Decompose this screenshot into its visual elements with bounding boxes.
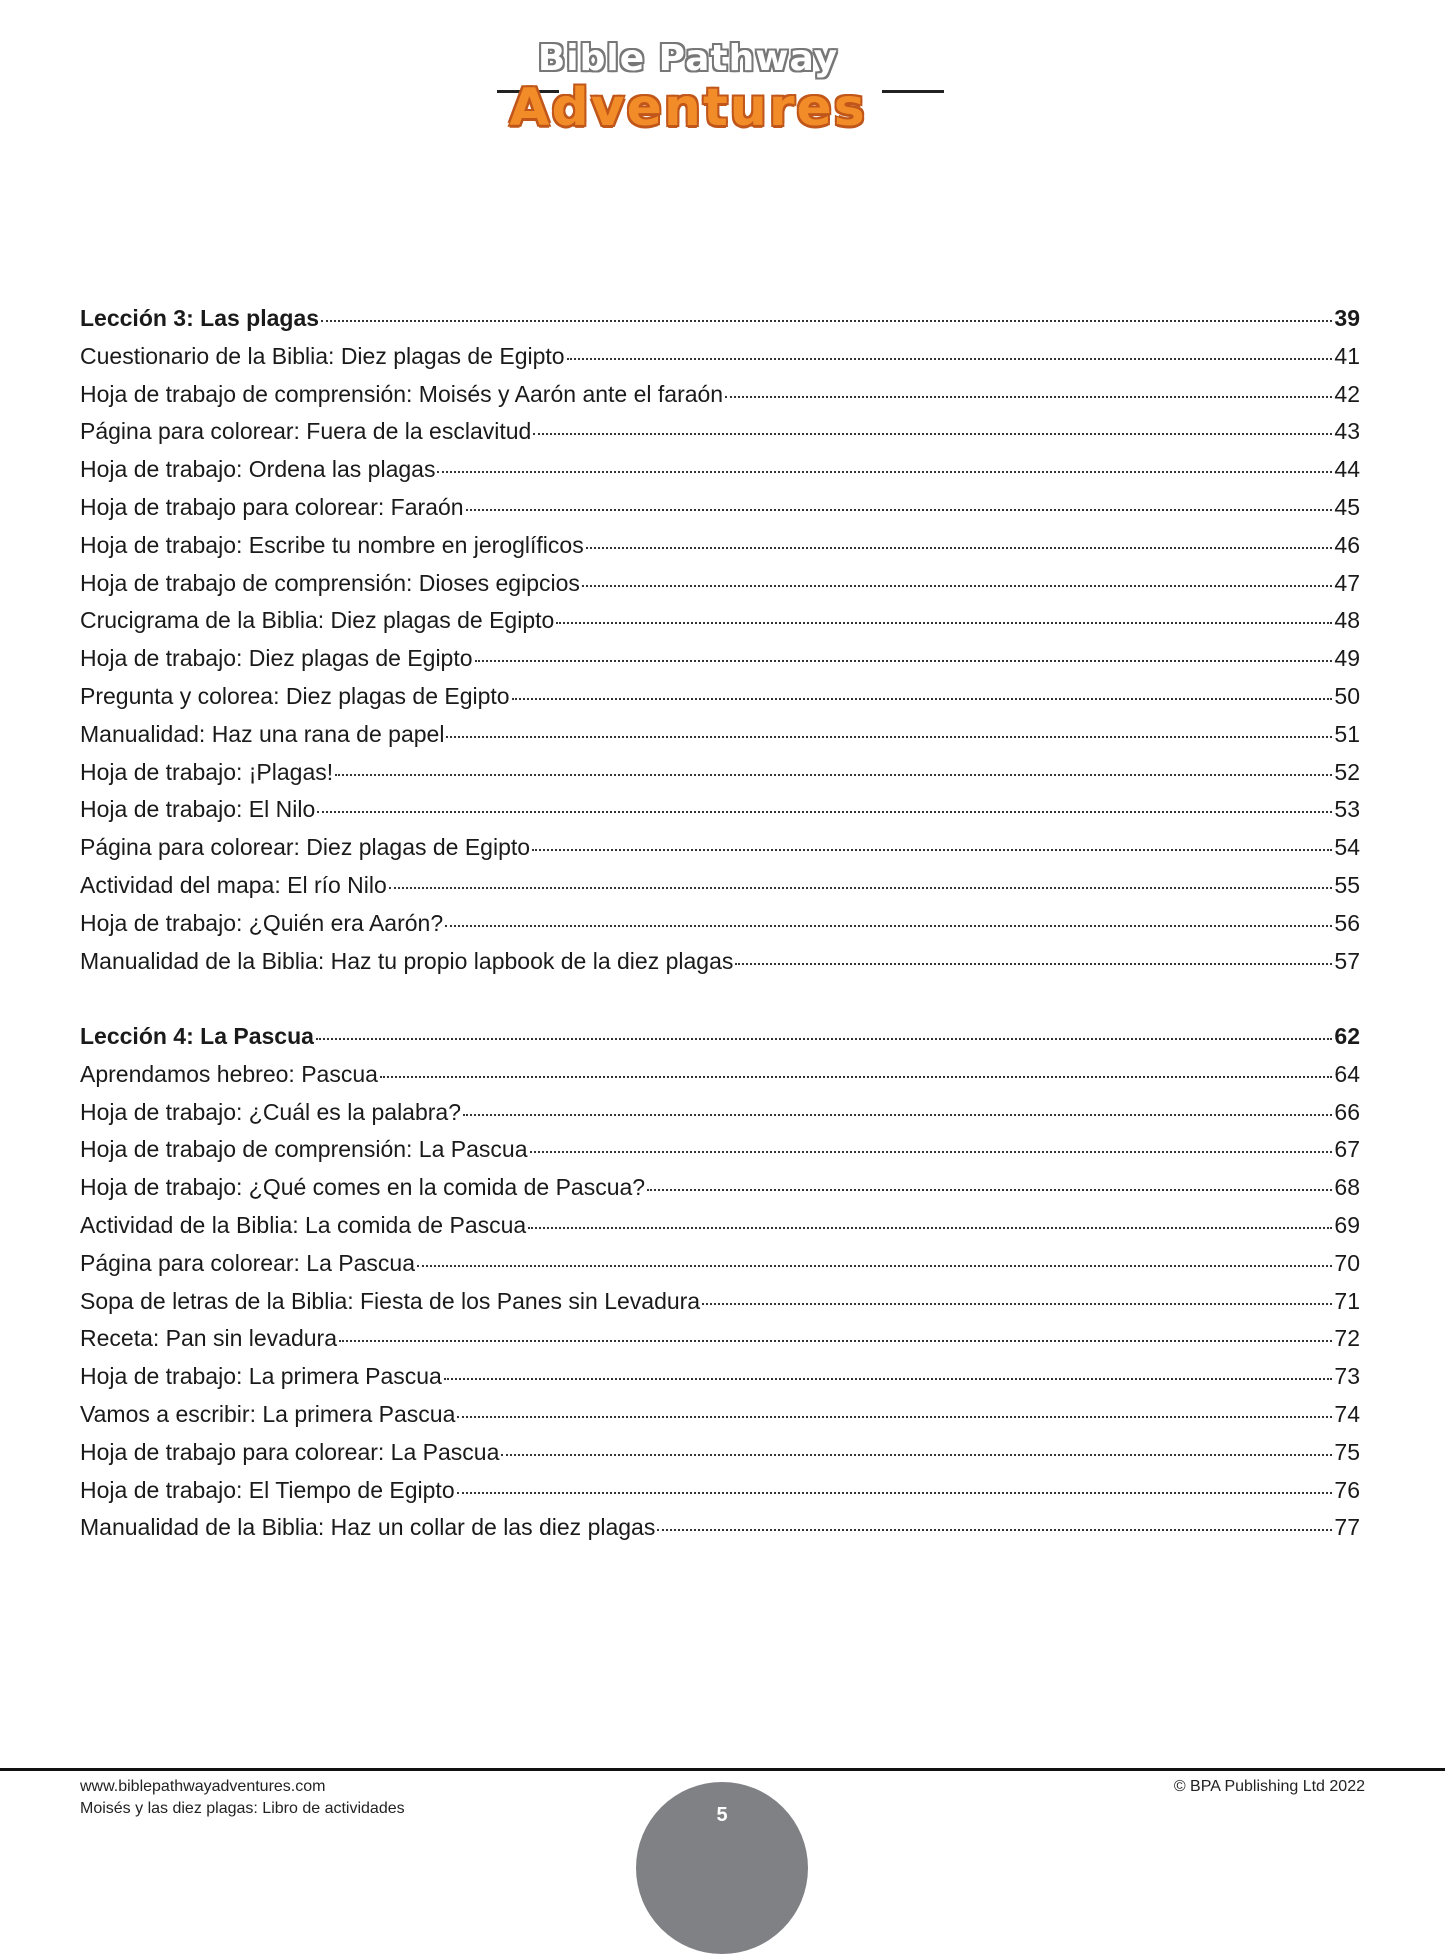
toc-item-title: Pregunta y colorea: Diez plagas de Egipto (80, 682, 510, 709)
dot-leader (528, 1226, 1332, 1229)
toc-item-page: 45 (1334, 493, 1360, 520)
toc-item-title: Hoja de trabajo de comprensión: Moisés y Aarón ante el faraón (80, 380, 724, 407)
toc-item-page: 55 (1334, 871, 1360, 898)
toc-item-title: Hoja de trabajo: Ordena las plagas (80, 456, 436, 483)
dot-leader (725, 395, 1332, 398)
toc-item-page: 49 (1334, 645, 1360, 672)
toc-item-title: Hoja de trabajo: ¿Quién era Aarón? (80, 909, 444, 936)
toc-item-page: 52 (1334, 758, 1360, 785)
dot-leader (339, 1339, 1332, 1342)
dot-leader (512, 697, 1333, 700)
toc-item-title: Hoja de trabajo: El Nilo (80, 796, 316, 823)
toc-row (80, 1207, 1360, 1245)
toc-item-title: Sopa de letras de la Biblia: Fiesta de los Panes sin Levadura (80, 1287, 701, 1314)
toc-row (80, 527, 1360, 565)
toc-item-title: Hoja de trabajo: ¿Qué comes en la comida de Pascua? (80, 1174, 646, 1201)
toc-row (80, 1056, 1360, 1094)
toc-row (80, 1094, 1360, 1132)
logo-text-top: Bible Pathway (537, 38, 839, 79)
toc-heading-row (80, 1018, 1360, 1056)
toc-item-page: 50 (1334, 682, 1360, 709)
toc-lesson-3 (80, 300, 1360, 980)
toc-item-title: Hoja de trabajo: ¡Plagas! (80, 758, 334, 785)
toc-item-title: Página para colorear: Diez plagas de Egipto (80, 834, 531, 861)
toc-row (80, 1131, 1360, 1169)
toc-item-title: Receta: Pan sin levadura (80, 1325, 337, 1352)
toc-item-title: Hoja de trabajo: Escribe tu nombre en jeroglíficos (80, 531, 584, 558)
dot-leader (321, 319, 1332, 322)
dot-leader (463, 1113, 1332, 1116)
dot-leader (317, 810, 1332, 813)
logo-text-bottom: Adventures (509, 78, 867, 138)
toc-row (80, 678, 1360, 716)
toc-item-title: Hoja de trabajo para colorear: Faraón (80, 493, 464, 520)
toc-item-page: 43 (1334, 418, 1360, 445)
dot-leader (533, 432, 1332, 435)
toc-row (80, 640, 1360, 678)
footer-rule (0, 1768, 1445, 1771)
dot-leader (445, 924, 1332, 927)
toc-row (80, 1283, 1360, 1321)
toc-row (80, 1320, 1360, 1358)
toc-item-page: 66 (1334, 1098, 1360, 1125)
toc-item-title: Cuestionario de la Biblia: Diez plagas de Egipto (80, 342, 565, 369)
dot-leader (457, 1491, 1333, 1494)
toc-item-title: Página para colorear: La Pascua (80, 1249, 415, 1276)
toc-item-page: 70 (1334, 1249, 1360, 1276)
toc-item-page: 54 (1334, 834, 1360, 861)
toc-heading-title: Lección 3: Las plagas (80, 305, 320, 331)
toc-heading-title: Lección 4: La Pascua (80, 1023, 314, 1049)
toc-row (80, 791, 1360, 829)
toc-row (80, 1358, 1360, 1396)
dot-leader (466, 508, 1333, 511)
toc-item-title: Manualidad de la Biblia: Haz un collar de las diez plagas (80, 1514, 656, 1541)
toc-row (80, 1472, 1360, 1510)
toc-item-page: 42 (1334, 380, 1360, 407)
toc-item-title: Página para colorear: Fuera de la esclavitud (80, 418, 532, 445)
toc-items (80, 1056, 1360, 1547)
footer-book-title: Moisés y las diez plagas: Libro de actividades (80, 1800, 405, 1817)
dot-leader (702, 1302, 1332, 1305)
toc-item-page: 64 (1334, 1060, 1360, 1087)
toc-item-page: 41 (1334, 342, 1360, 369)
toc-item-title: Hoja de trabajo para colorear: La Pascua (80, 1438, 500, 1465)
toc-heading-row (80, 300, 1360, 338)
toc-item-title: Crucigrama de la Biblia: Diez plagas de Egipto (80, 607, 555, 634)
toc-row (80, 1509, 1360, 1547)
dot-leader (475, 659, 1333, 662)
dot-leader (586, 546, 1333, 549)
toc-items (80, 338, 1360, 981)
logo-rule-right (882, 90, 944, 93)
page-number: 5 (716, 1804, 728, 1826)
toc-item-page: 69 (1334, 1211, 1360, 1238)
dot-leader (501, 1453, 1332, 1456)
dot-leader (532, 848, 1332, 851)
toc-item-title: Aprendamos hebreo: Pascua (80, 1060, 378, 1087)
toc-row (80, 602, 1360, 640)
toc-item-page: 76 (1334, 1476, 1360, 1503)
dot-leader (735, 962, 1332, 965)
page-header (0, 0, 1445, 150)
toc-item-page: 74 (1334, 1400, 1360, 1427)
dot-leader (657, 1528, 1332, 1531)
dot-leader (457, 1415, 1332, 1418)
toc-row (80, 413, 1360, 451)
toc-row (80, 1245, 1360, 1283)
toc-row (80, 451, 1360, 489)
toc-item-title: Hoja de trabajo: La primera Pascua (80, 1363, 442, 1390)
dot-leader (582, 584, 1333, 587)
toc-heading-page: 39 (1334, 305, 1360, 331)
toc-item-page: 51 (1334, 720, 1360, 747)
toc-item-page: 77 (1334, 1514, 1360, 1541)
toc-item-title: Actividad de la Biblia: La comida de Pascua (80, 1211, 527, 1238)
toc-item-title: Vamos a escribir: La primera Pascua (80, 1400, 456, 1427)
toc-heading-page: 62 (1334, 1023, 1360, 1049)
dot-leader (647, 1188, 1332, 1191)
toc-row (80, 565, 1360, 603)
toc-row (80, 338, 1360, 376)
toc-row (80, 1169, 1360, 1207)
toc-item-page: 75 (1334, 1438, 1360, 1465)
dot-leader (567, 357, 1333, 360)
toc-lesson-4 (80, 1018, 1360, 1547)
toc-row (80, 489, 1360, 527)
toc-item-page: 56 (1334, 909, 1360, 936)
dot-leader (389, 886, 1333, 889)
toc-row (80, 867, 1360, 905)
toc-row (80, 905, 1360, 943)
toc-row (80, 829, 1360, 867)
toc-item-page: 73 (1334, 1363, 1360, 1390)
dot-leader (380, 1075, 1332, 1078)
toc-row (80, 1396, 1360, 1434)
toc-item-page: 47 (1334, 569, 1360, 596)
dot-leader (335, 773, 1332, 776)
dot-leader (316, 1037, 1332, 1040)
toc-item-page: 57 (1334, 947, 1360, 974)
dot-leader (437, 470, 1332, 473)
toc-item-title: Manualidad: Haz una rana de papel (80, 720, 445, 747)
toc-item-title: Hoja de trabajo de comprensión: La Pascua (80, 1136, 528, 1163)
toc-item-page: 44 (1334, 456, 1360, 483)
dot-leader (446, 735, 1332, 738)
toc-item-title: Manualidad de la Biblia: Haz tu propio lapbook de la diez plagas (80, 947, 734, 974)
dot-leader (417, 1264, 1332, 1267)
toc-item-title: Hoja de trabajo de comprensión: Dioses egipcios (80, 569, 580, 596)
toc-item-title: Hoja de trabajo: El Tiempo de Egipto (80, 1476, 455, 1503)
footer-website: www.biblepathwayadventures.com (80, 1778, 326, 1795)
toc-item-page: 46 (1334, 531, 1360, 558)
brand-logo (498, 30, 878, 140)
toc-row (80, 716, 1360, 754)
toc-row (80, 1434, 1360, 1472)
footer-copyright: © BPA Publishing Ltd 2022 (1173, 1778, 1365, 1795)
toc-row (80, 754, 1360, 792)
toc-row (80, 376, 1360, 414)
toc-item-page: 68 (1334, 1174, 1360, 1201)
toc-item-page: 67 (1334, 1136, 1360, 1163)
dot-leader (556, 621, 1332, 624)
toc-item-page: 53 (1334, 796, 1360, 823)
toc-item-title: Hoja de trabajo: ¿Cuál es la palabra? (80, 1098, 462, 1125)
toc-item-page: 72 (1334, 1325, 1360, 1352)
toc-item-title: Actividad del mapa: El río Nilo (80, 871, 387, 898)
footer-left (80, 1776, 405, 1820)
toc-item-page: 48 (1334, 607, 1360, 634)
toc-item-title: Hoja de trabajo: Diez plagas de Egipto (80, 645, 473, 672)
dot-leader (444, 1377, 1333, 1380)
toc-item-page: 71 (1334, 1287, 1360, 1314)
dot-leader (530, 1150, 1333, 1153)
toc-row (80, 943, 1360, 981)
